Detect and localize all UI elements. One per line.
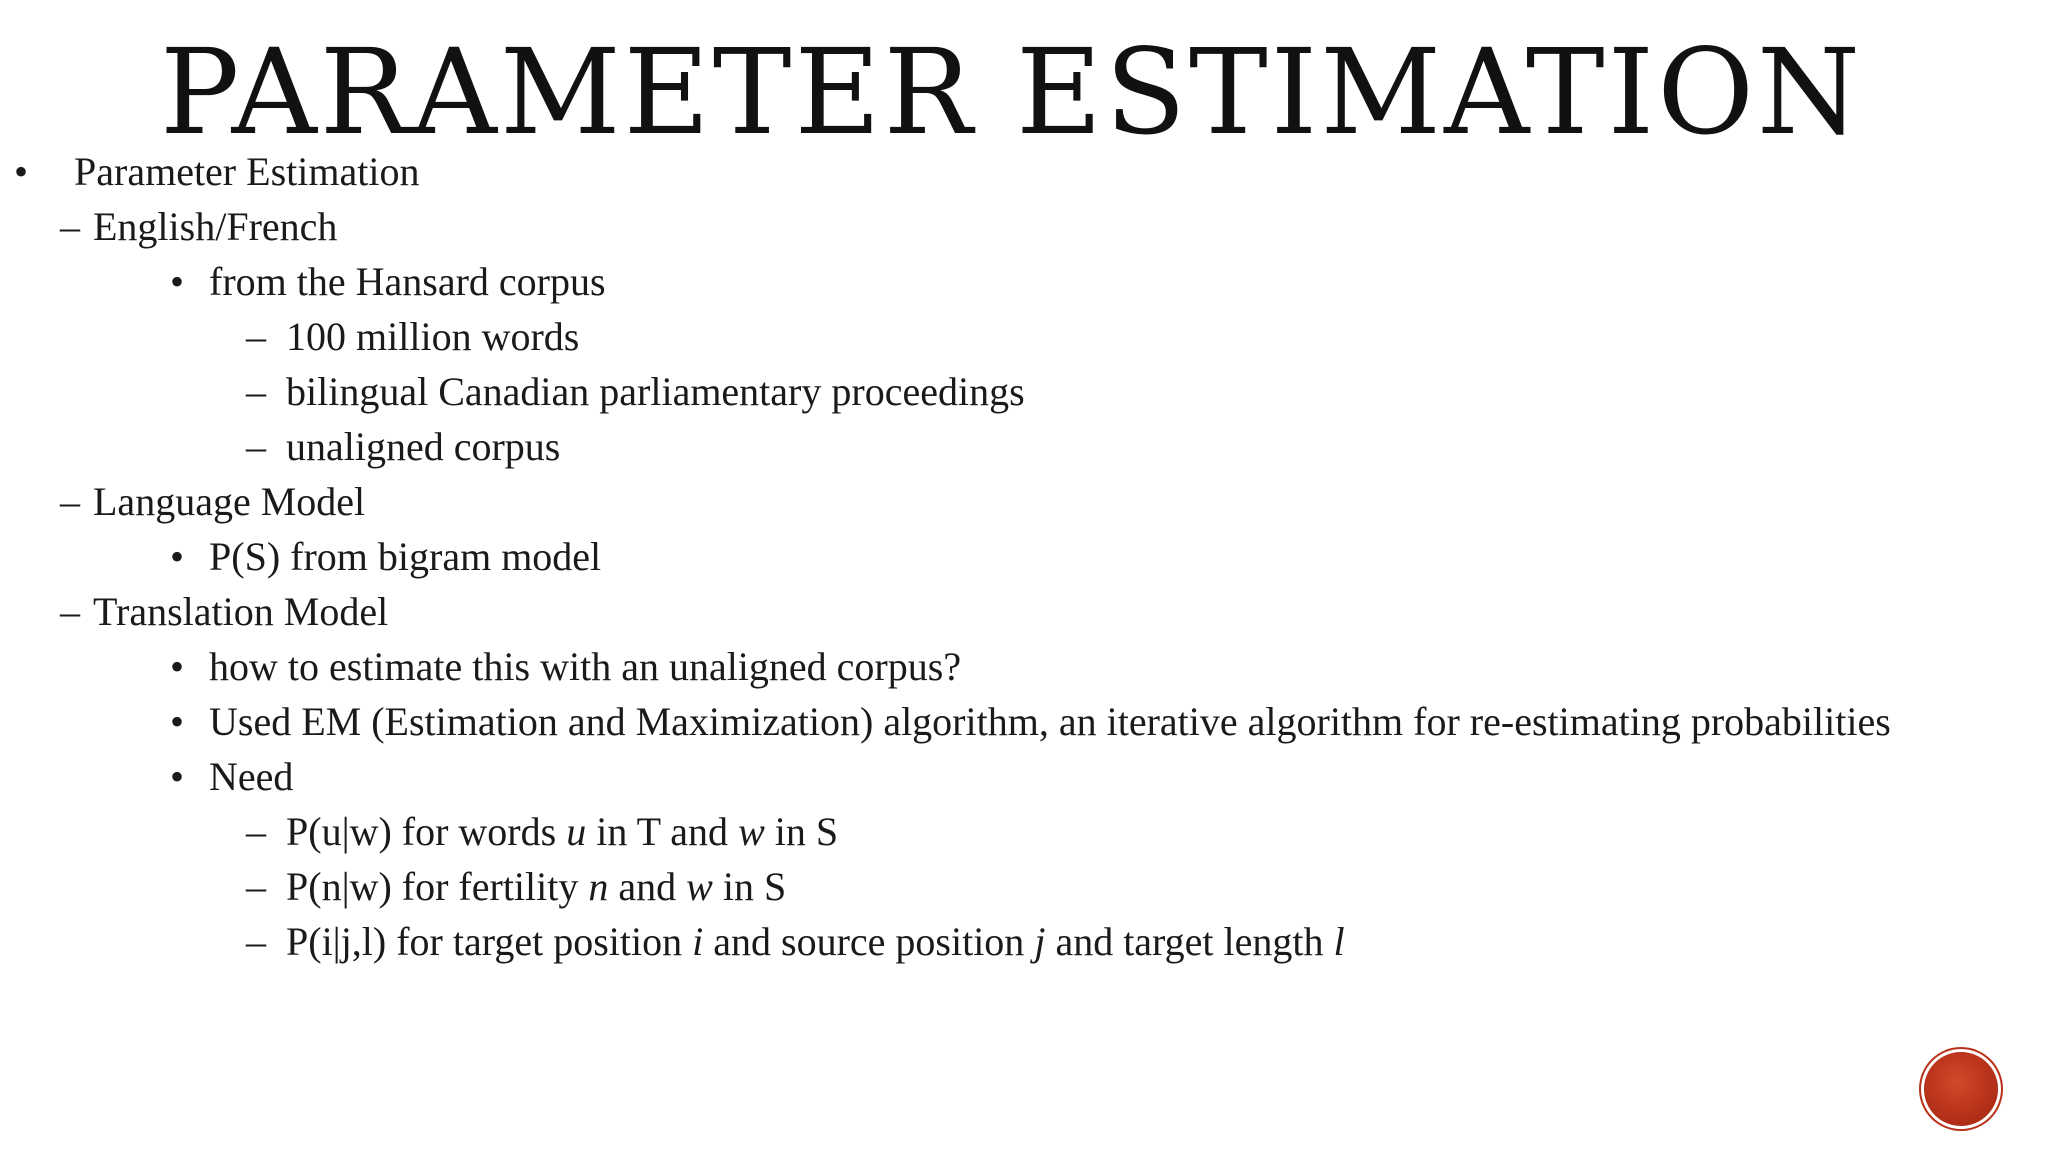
bullet-item xyxy=(0,584,2040,639)
bullet-marker: • xyxy=(170,754,185,799)
bullet-marker: – xyxy=(246,864,266,909)
math-variable: i xyxy=(692,919,704,964)
bullet-item xyxy=(0,419,2040,474)
bullet-marker: • xyxy=(170,259,185,304)
bullet-item xyxy=(0,914,2040,969)
bullet-text: English/French xyxy=(93,204,338,249)
bullet-text: Language Model xyxy=(93,479,366,524)
text-run: P(n|w) for fertility xyxy=(286,864,589,909)
slide-title: PARAMETER ESTIMATION xyxy=(160,23,1864,161)
bullet-item xyxy=(0,804,2040,859)
bullet-text: from the Hansard corpus xyxy=(209,259,606,304)
text-run: in T and xyxy=(586,809,739,854)
bullet-marker: – xyxy=(60,589,80,634)
bullet-text: P(S) from bigram model xyxy=(209,534,602,579)
math-variable: l xyxy=(1333,919,1345,964)
bullet-marker: – xyxy=(246,809,266,854)
bullet-marker: – xyxy=(246,314,266,359)
circle-nav-icon[interactable] xyxy=(1924,1052,1998,1126)
text-run: and source position xyxy=(703,919,1035,964)
bullet-item xyxy=(0,529,2040,584)
text-run: P(u|w) for words xyxy=(286,809,567,854)
text-run: in S xyxy=(764,809,839,854)
bullet-text: 100 million words xyxy=(286,314,580,359)
bullet-marker: • xyxy=(14,149,29,194)
bullet-marker: • xyxy=(170,644,185,689)
math-variable: j xyxy=(1034,919,1046,964)
math-variable: w xyxy=(686,864,713,909)
bullet-item xyxy=(0,254,2040,309)
bullet-marker: – xyxy=(246,424,266,469)
math-variable: n xyxy=(588,864,609,909)
bullet-item xyxy=(0,199,2040,254)
text-run: P(i|j,l) for target position xyxy=(286,919,693,964)
bullet-text: Need xyxy=(209,754,294,799)
bullet-marker: – xyxy=(246,369,266,414)
bullet-text: how to estimate this with an unaligned corpus? xyxy=(209,644,962,689)
bullet-item xyxy=(0,309,2040,364)
bullet-text: Translation Model xyxy=(93,589,389,634)
bullet-marker: – xyxy=(60,479,80,524)
text-run: and xyxy=(608,864,687,909)
bullet-item xyxy=(0,694,2040,749)
bullet-item xyxy=(0,364,2040,419)
math-variable: w xyxy=(738,809,765,854)
bullet-text: Used EM (Estimation and Maximization) algorithm, an iterative algorithm for re-estimating probabilities xyxy=(209,699,1891,744)
math-variable: u xyxy=(566,809,587,854)
text-run: in S xyxy=(712,864,787,909)
bullet-item xyxy=(0,639,2040,694)
bullet-marker: – xyxy=(246,919,266,964)
bullet-text: bilingual Canadian parliamentary proceedings xyxy=(286,369,1025,414)
bullet-marker: • xyxy=(170,534,185,579)
bullet-text xyxy=(286,859,786,914)
bullet-list xyxy=(0,144,2040,969)
bullet-item xyxy=(0,749,2040,804)
bullet-item xyxy=(0,474,2040,529)
bullet-text xyxy=(286,914,1345,969)
bullet-marker: – xyxy=(60,204,80,249)
bullet-marker: • xyxy=(170,699,185,744)
bullet-item xyxy=(0,859,2040,914)
bullet-text xyxy=(286,804,838,859)
bullet-text: Parameter Estimation xyxy=(74,149,420,194)
text-run: and target length xyxy=(1045,919,1334,964)
bullet-item xyxy=(0,144,2040,199)
bullet-text: unaligned corpus xyxy=(286,424,561,469)
